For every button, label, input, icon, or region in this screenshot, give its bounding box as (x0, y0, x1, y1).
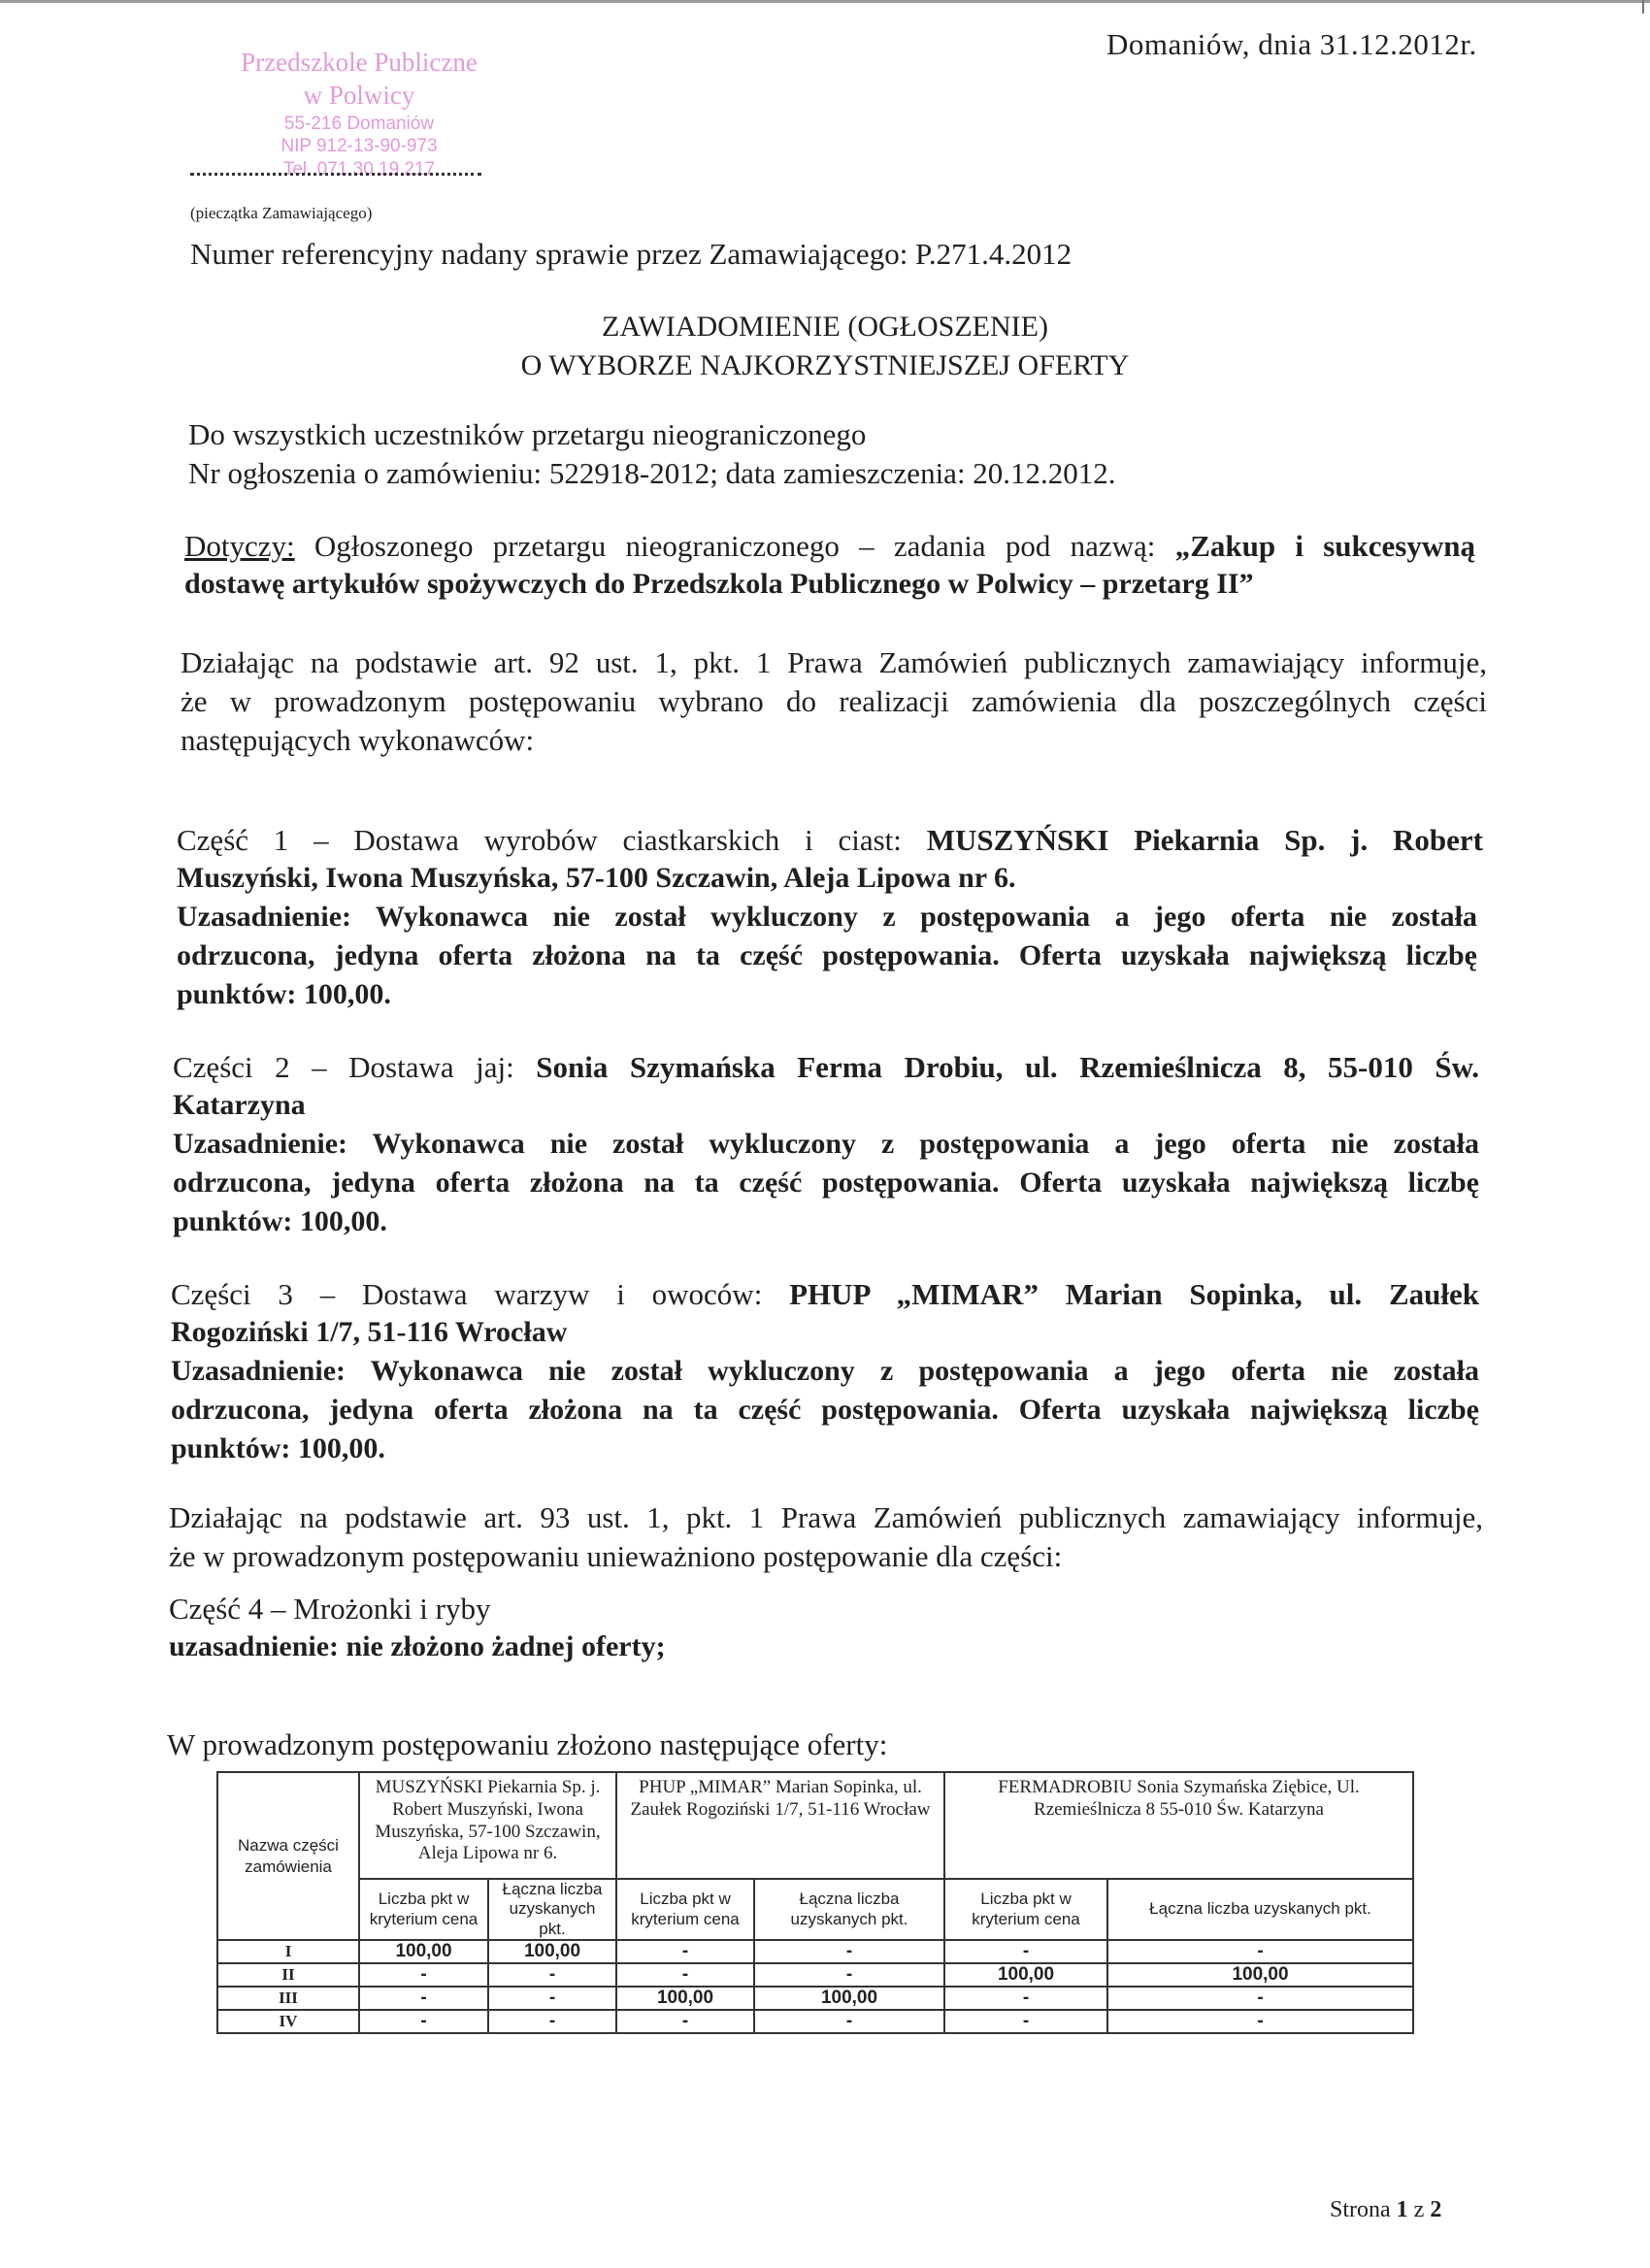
bidder-header-2: PHUP „MIMAR” Marian Sopinka, ul. Zaułek Rogoziński 1/7, 51-116 Wrocław (616, 1772, 944, 1879)
annulment-reason: uzasadnienie: nie złożono żadnej oferty; (169, 1630, 666, 1662)
annulled-part-4: Część 4 – Mrożonki i ryby (169, 1592, 491, 1626)
table-cell: - (944, 2010, 1107, 2033)
table-cell: - (359, 1987, 488, 2010)
offers-intro: W prowadzonym postępowaniu złożono następujące oferty: (167, 1727, 888, 1761)
page-number (1330, 2197, 1441, 2223)
part1-prefix: Część 1 – Dostawa wyrobów ciastkarskich i ciast: (177, 823, 902, 857)
table-cell: - (616, 2010, 754, 2033)
part2-line-1 (173, 1050, 1479, 1085)
concerns-label: Dotyczy: (184, 529, 295, 563)
concerns-subject: dostawę artykułów spożywczych do Przedszkola Publicznego w Polwicy – przetarg II” (184, 568, 1254, 600)
reference-number: Numer referencyjny nadany sprawie przez Zamawiającego: P.271.4.2012 (190, 237, 1072, 271)
stamp-dotted-line (190, 173, 481, 176)
bidder-header-3: FERMADROBIU Sonia Szymańska Ziębice, Ul. Rzemieślnicza 8 55-010 Św. Katarzyna (944, 1772, 1413, 1879)
part3-contractor-a: PHUP „MIMAR” Marian Sopinka, ul. Zaułek (789, 1277, 1479, 1311)
row-part-label: I (217, 1940, 359, 1963)
part1-line-1 (177, 823, 1483, 858)
table-cell: - (1107, 2010, 1413, 2033)
table-cell: - (488, 1987, 616, 2010)
row-part-label: IV (217, 2010, 359, 2033)
part1-justification-3: punktów: 100,00. (177, 978, 391, 1010)
stamp-caption: (pieczątka Zamawiającego) (190, 204, 373, 222)
intro-line-1: Działając na podstawie art. 92 ust. 1, pkt. 1 Prawa Zamówień publicznych zamawiający informuje, (181, 645, 1487, 679)
concerns-line-1 (184, 529, 1475, 564)
table-row (217, 1940, 1413, 1963)
price-points-header: Liczba pkt w kryterium cena (616, 1879, 754, 1940)
document-title-line-1: ZAWIADOMIENIE (OGŁOSZENIE) (602, 311, 1048, 343)
table-cell: - (1107, 1940, 1413, 1963)
table-row (217, 1963, 1413, 1987)
part3-justification-1: Uzasadnienie: Wykonawca nie został wykluczony z postępowania a jego oferta nie została (171, 1355, 1479, 1387)
part3-justification-3: punktów: 100,00. (171, 1432, 385, 1464)
stamp-line-4: NIP 912-13-90-973 (280, 136, 438, 157)
table-cell: 100,00 (1107, 1963, 1413, 1987)
table-cell: 100,00 (616, 1987, 754, 2010)
part2-justification-2: odrzucona, jedyna oferta złożona na ta część postępowania. Oferta uzyskała największą liczbę (173, 1167, 1479, 1199)
concerns-subject-start: „Zakup i sukcesywną (1174, 529, 1476, 563)
part2-contractor-b: Katarzyna (173, 1089, 306, 1121)
addressee-line-1: Do wszystkich uczestników przetargu nieograniczonego (188, 417, 867, 451)
part3-prefix: Części 3 – Dostawa warzyw i owoców: (171, 1277, 763, 1311)
annulment-line-1: Działając na podstawie art. 93 ust. 1, pkt. 1 Prawa Zamówień publicznych zamawiający informuje, (169, 1500, 1483, 1534)
table-cell: 100,00 (488, 1940, 616, 1963)
table-row (217, 2010, 1413, 2033)
document-title-line-2: O WYBORZE NAJKORZYSTNIEJSZEJ OFERTY (520, 349, 1130, 381)
part3-contractor-b: Rogoziński 1/7, 51-116 Wrocław (171, 1316, 568, 1348)
part-name-header: Nazwa części zamówienia (217, 1772, 359, 1940)
scan-corner-mark (1642, 0, 1644, 14)
part2-prefix: Części 2 – Dostawa jaj: (173, 1050, 514, 1084)
table-cell: 100,00 (754, 1987, 944, 2010)
part1-justification-1: Uzasadnienie: Wykonawca nie został wykluczony z postępowania a jego oferta nie została (177, 901, 1477, 933)
table-header-row (217, 1772, 1413, 1879)
stamp-line-3: 55-216 Domaniów (283, 113, 435, 134)
part2-justification-3: punktów: 100,00. (173, 1205, 387, 1237)
table-cell: - (616, 1963, 754, 1987)
table-cell: - (754, 1963, 944, 1987)
page-total: 2 (1430, 2197, 1442, 2222)
part2-contractor-a: Sonia Szymańska Ferma Drobiu, ul. Rzemieślnicza 8, 55-010 Św. (536, 1050, 1480, 1084)
part1-contractor-a: MUSZYŃSKI Piekarnia Sp. j. Robert (926, 823, 1483, 857)
table-cell: - (488, 2010, 616, 2033)
annulment-line-2: że w prowadzonym postępowaniu unieważniono postępowanie dla części: (169, 1539, 1063, 1573)
intro-line-3: następujących wykonawców: (181, 723, 535, 757)
addressee-line-2: Nr ogłoszenia o zamówieniu: 522918-2012; data zamieszczenia: 20.12.2012. (188, 456, 1116, 490)
table-cell: - (944, 1987, 1107, 2010)
price-points-header: Liczba pkt w kryterium cena (359, 1879, 488, 1940)
part1-contractor-b: Muszyński, Iwona Muszyńska, 57-100 Szczawin, Aleja Lipowa nr 6. (177, 862, 1016, 894)
row-part-label: II (217, 1963, 359, 1987)
table-cell: 100,00 (359, 1940, 488, 1963)
table-row (217, 1987, 1413, 2010)
table-cell: - (616, 1940, 754, 1963)
row-part-label: III (217, 1987, 359, 2010)
table-cell: - (754, 1940, 944, 1963)
part3-justification-2: odrzucona, jedyna oferta złożona na ta część postępowania. Oferta uzyskała największą liczbę (171, 1394, 1479, 1426)
table-cell: - (488, 1963, 616, 1987)
page-label: Strona (1330, 2197, 1391, 2222)
institution-stamp (184, 47, 534, 181)
concerns-text: Ogłoszonego przetargu nieograniczonego – zadania pod nazwą: (314, 529, 1156, 563)
stamp-line-5: Tel. 071 30 19 217 (282, 159, 436, 180)
stamp-line-1: Przedszkole Publiczne (241, 48, 478, 77)
table-cell: 100,00 (944, 1963, 1107, 1987)
total-points-header: Łączna liczba uzyskanych pkt. (754, 1879, 944, 1940)
scan-edge (0, 0, 1650, 3)
total-points-header: Łączna liczba uzyskanych pkt. (488, 1879, 616, 1940)
price-points-header: Liczba pkt w kryterium cena (944, 1879, 1107, 1940)
table-subheader-row (217, 1879, 1413, 1940)
offers-table (216, 1771, 1414, 2034)
part1-justification-2: odrzucona, jedyna oferta złożona na ta część postępowania. Oferta uzyskała największą liczbę (177, 939, 1477, 971)
table-cell: - (359, 2010, 488, 2033)
place-date: Domaniów, dnia 31.12.2012r. (1106, 27, 1477, 61)
page-separator: z (1413, 2197, 1425, 2222)
total-points-header: Łączna liczba uzyskanych pkt. (1107, 1879, 1413, 1940)
table-cell: - (944, 1940, 1107, 1963)
bidder-header-1: MUSZYŃSKI Piekarnia Sp. j. Robert Muszyński, Iwona Muszyńska, 57-100 Szczawin, Aleja Lipowa nr 6. (359, 1772, 616, 1879)
part3-line-1 (171, 1277, 1479, 1312)
table-cell: - (359, 1963, 488, 1987)
page-current: 1 (1396, 2197, 1408, 2222)
table-cell: - (754, 2010, 944, 2033)
table-cell: - (1107, 1987, 1413, 2010)
stamp-line-2: w Polwicy (303, 80, 415, 110)
intro-line-2: że w prowadzonym postępowaniu wybrano do realizacji zamówienia dla poszczególnych części (181, 684, 1487, 718)
part2-justification-1: Uzasadnienie: Wykonawca nie został wykluczony z postępowania a jego oferta nie została (173, 1128, 1479, 1160)
